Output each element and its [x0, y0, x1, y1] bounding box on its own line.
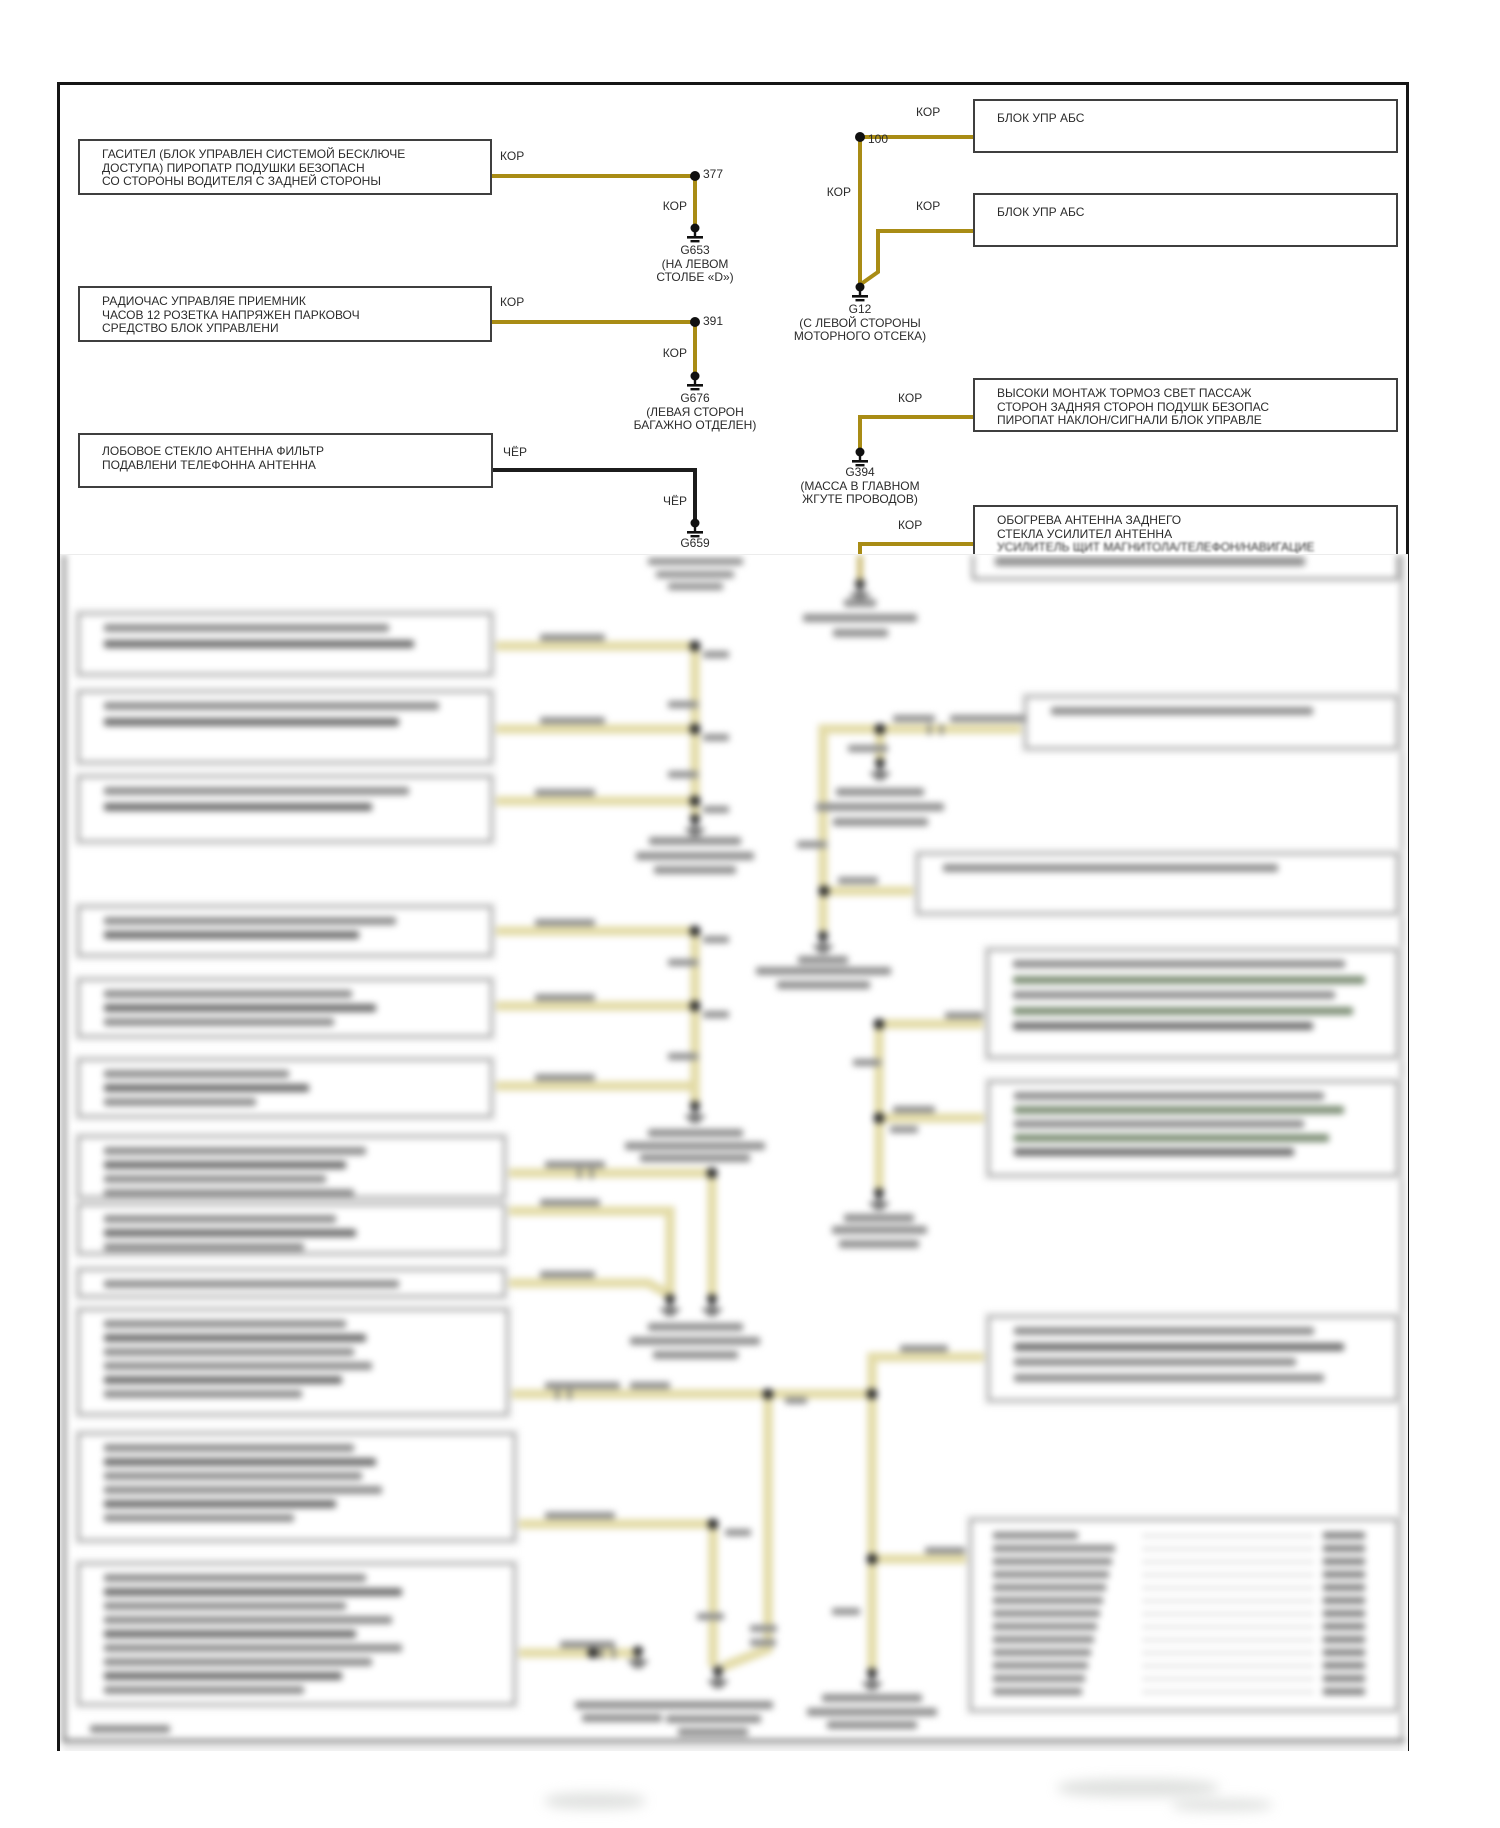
blurred-ground-label: [756, 967, 891, 975]
component-box-line: СО СТОРОНЫ ВОДИТЕЛЯ С ЗАДНЕЙ СТОРОНЫ: [102, 174, 381, 188]
blurred-wire-label: [668, 1053, 698, 1060]
blurred-box-text: [1014, 1148, 1294, 1156]
ground-label-line: БАГАЖНО ОТДЕЛЕН): [633, 418, 757, 432]
component-box-line: БЛОК УПР АБС: [997, 111, 1085, 125]
blurred-box-text: [104, 1444, 354, 1452]
component-box-line: ГАСИТЕЛ (БЛОК УПРАВЛЕН СИСТЕМОЙ БЕСКЛЮЧЕ: [102, 147, 406, 161]
component-box-abs-control-unit-2: [973, 193, 1398, 247]
blurred-box-text: [104, 1390, 302, 1398]
wire-label-кор: КОР: [500, 149, 525, 163]
blurred-wire-label: [697, 1613, 724, 1620]
blurred-table-row: [993, 1648, 1373, 1658]
blurred-wire-label: [925, 1547, 965, 1554]
ground-symbol: [814, 931, 832, 953]
blurred-box-text: [104, 931, 359, 939]
wire-label-377: 377: [703, 167, 724, 181]
blurred-ground-label: [807, 1708, 937, 1716]
blurred-ground-label: [803, 614, 917, 622]
wire-label-кор: КОР: [916, 105, 941, 119]
ground-label-line: (НА ЛЕВОМ: [661, 256, 729, 271]
blurred-box-text: [104, 1098, 256, 1106]
blurred-box-text: [104, 718, 399, 726]
blurred-box-text: [104, 1514, 294, 1522]
ground-symbol: [852, 448, 868, 467]
wire-g-defogger-brown: [860, 544, 973, 554]
blurred-box-text: [104, 1070, 289, 1078]
blurred-wire-label: [950, 715, 1025, 722]
ground-label-line: G653: [680, 243, 710, 257]
component-box-line: СРЕДСТВО БЛОК УПРАВЛЕНИ: [102, 321, 279, 335]
blurred-wire-label: [668, 959, 698, 966]
blurred-table-row: [993, 1674, 1373, 1684]
blurred-wire-label: [535, 1074, 595, 1081]
blurred-box-text: [104, 803, 372, 811]
wire-label-кор: КОР: [662, 346, 687, 360]
blurred-box-text: [104, 1147, 366, 1155]
blurred-box-text: [104, 990, 352, 998]
blurred-wire-label: [535, 919, 595, 926]
blurred-wire-label: [832, 1608, 860, 1615]
ground-label-g653: [575, 244, 815, 285]
ground-label-g394: [740, 466, 980, 507]
blurred-box-text: [1014, 1374, 1324, 1382]
ground-label-line: МОТОРНОГО ОТСЕКА): [793, 329, 927, 343]
component-box-line: УСИЛИТЕЛЬ ЩИТ МАГНИТОЛА/ТЕЛЕФОН/НАВИГАЦИЕ: [997, 540, 1315, 554]
blurred-box-text: [104, 1334, 366, 1342]
blurred-box-text: [104, 787, 409, 795]
blurred-connector-ticks: [578, 1168, 594, 1179]
blurred-box-text: [1014, 1092, 1324, 1100]
blurred-ground-label: [833, 629, 888, 637]
blurred-ground-label: [666, 1715, 761, 1723]
blurred-box-text: [1051, 707, 1313, 715]
blurred-wire-label: [797, 841, 827, 848]
blurred-wire-label: [703, 734, 729, 741]
ground-label-line: G12: [848, 302, 872, 316]
blurred-ground-label: [648, 1323, 743, 1331]
blurred-ground-label: [653, 1351, 738, 1359]
blurred-g659-label: [648, 558, 743, 565]
blurred-box-text: [104, 1175, 326, 1183]
component-box-line: ПИРОПАТ НАКЛОН/СИГНАЛИ БЛОК УПРАВЛЕ: [997, 413, 1262, 427]
component-box-line: БЛОК УПР АБС: [997, 205, 1085, 219]
blurred-component-box: [1025, 696, 1398, 749]
blurred-box-text: [104, 1189, 354, 1197]
blurred-table-row: [993, 1557, 1373, 1567]
blurred-box-text: [104, 1018, 334, 1026]
blurred-box-text: [104, 1348, 354, 1356]
blurred-table-row: [993, 1622, 1373, 1632]
blurred-wire-label: [535, 789, 595, 796]
scan-smudge: [1058, 1779, 1218, 1797]
ground-symbol: [871, 758, 889, 780]
blurred-box-text: [104, 1320, 346, 1328]
component-box-high-mount-brake-light-module: [973, 378, 1398, 432]
wire-label-кор: КОР: [662, 199, 687, 213]
wire-label-100: 100: [868, 132, 889, 146]
blurred-box-text: [104, 1658, 372, 1666]
wire-g394-brown: [860, 417, 973, 449]
blurred-box-text: [104, 1616, 392, 1624]
blurred-wire-label: [535, 994, 595, 1001]
wire-label-кор: КОР: [898, 518, 923, 532]
blurred-wire-label: [540, 634, 605, 641]
blurred-table-row: [993, 1635, 1373, 1645]
blurred-box-text: [104, 1084, 309, 1092]
blurred-ground-label: [832, 1226, 927, 1234]
ground-label-line: (ЛЕВАЯ СТОРОН: [646, 404, 744, 419]
ground-label-g12: [740, 303, 980, 344]
component-box-radio-clock-module: [78, 286, 492, 342]
blurred-box-text: [1013, 991, 1335, 999]
blurred-ground-label: [625, 1142, 765, 1150]
blurred-box-text: [104, 624, 389, 632]
blurred-box-text: [995, 557, 1305, 566]
blurred-table-row: [993, 1531, 1373, 1541]
blurred-lower-scan-section: [60, 554, 1408, 1751]
ground-label-line: СТОЛБЕ «D»): [656, 270, 734, 284]
wire-label-кор: КОР: [898, 391, 923, 405]
blurred-wire-label: [545, 1512, 615, 1519]
blurred-wire-label: [785, 1397, 807, 1404]
component-box-line: ДОСТУПА) ПИРОПАТР ПОДУШКИ БЕЗОПАСН: [102, 160, 365, 175]
blurred-box-text: [104, 1376, 342, 1384]
blurred-ground-label: [640, 1154, 750, 1162]
blurred-box-text: [104, 1362, 372, 1370]
blurred-table-row: [993, 1609, 1373, 1619]
blurred-ground-label: [777, 981, 870, 989]
blurred-box-text: [104, 1229, 356, 1237]
blurred-box-text: [1014, 1327, 1314, 1335]
blurred-wire-label: [630, 1382, 670, 1389]
blurred-wire-label: [545, 1161, 605, 1168]
blurred-component-box: [917, 853, 1398, 914]
wire-abs2-brown: [861, 231, 973, 284]
blurred-box-text: [104, 1672, 342, 1680]
component-box-line: РАДИОЧАС УПРАВЛЯЕ ПРИЕМНИК: [102, 294, 306, 308]
component-box-line: СТЕКЛА УСИЛИТЕЛ АНТЕННА: [997, 526, 1173, 541]
blurred-box-text: [104, 1686, 304, 1694]
blurred-box-text: [1014, 1134, 1329, 1142]
blurred-box-text: [104, 1602, 346, 1610]
ground-symbol: [703, 1294, 721, 1316]
blurred-box-text: [104, 1280, 399, 1288]
ground-label-line: G676: [680, 391, 710, 405]
blurred-box-text: [104, 1500, 336, 1508]
blurred-ground-label: [844, 1214, 914, 1222]
blurred-box-text: [943, 864, 1278, 872]
wire-label-кор: КОР: [916, 199, 941, 213]
blurred-ground-label: [822, 1694, 922, 1702]
blurred-box-text: [1014, 1358, 1296, 1366]
blurred-box-text: [1013, 1007, 1353, 1015]
ground-label-line: ЖГУТЕ ПРОВОДОВ): [802, 492, 918, 506]
blurred-box-text: [104, 917, 396, 925]
ground-symbol: [686, 814, 704, 836]
blurred-wire-label: [668, 701, 698, 708]
blurred-ground-label: [653, 1701, 773, 1709]
ground-symbol: [687, 372, 703, 391]
ground-symbol: [852, 283, 868, 302]
blurred-table-row: [993, 1583, 1373, 1593]
blurred-box-text: [104, 1630, 356, 1638]
blurred-wire-label: [560, 1641, 615, 1648]
blurred-box-text: [1013, 1022, 1313, 1030]
component-box-driver-airbag-module: [78, 139, 492, 195]
blurred-ground-label: [844, 599, 876, 607]
blurred-box-text: [104, 1161, 346, 1169]
ground-label-g676: [575, 392, 815, 433]
blurred-table-row: [993, 1570, 1373, 1580]
blurred-wire-label: [900, 1345, 948, 1352]
ground-label-line: G394: [845, 465, 875, 479]
blurred-box-text: [1014, 1120, 1304, 1128]
blurred-ground-label: [816, 803, 944, 811]
blurred-ground-label: [636, 852, 754, 860]
scan-smudge: [545, 1793, 645, 1809]
blurred-wire-label: [838, 877, 878, 884]
blurred-box-text: [1014, 1106, 1344, 1114]
blurred-box-text: [104, 1472, 362, 1480]
scan-smudge: [1172, 1799, 1272, 1811]
component-box-line: ОБОГРЕВА АНТЕННА ЗАДНЕГО: [997, 513, 1182, 527]
component-box-line: ЧАСОВ 12 РОЗЕТКА НАПРЯЖЕН ПАРКОВОЧ: [102, 307, 360, 322]
blurred-table-row: [993, 1596, 1373, 1606]
blurred-box-text: [1013, 960, 1345, 968]
blurred-box-text: [104, 1215, 336, 1223]
component-box-line: СТОРОН ЗАДНЯЯ СТОРОН ПОДУШК БЕЗОПАС: [997, 399, 1270, 414]
blurred-wire-label: [945, 1012, 983, 1019]
blurred-ground-label: [648, 1129, 743, 1137]
blurred-wire-label: [725, 1529, 751, 1536]
component-box-line: ПОДАВЛЕНИ ТЕЛЕФОННА АНТЕННА: [102, 457, 316, 472]
ground-symbol: [687, 519, 703, 538]
blurred-box-text: [104, 702, 439, 710]
blurred-ground-label: [582, 1714, 662, 1722]
blurred-box-text: [104, 1458, 376, 1466]
blurred-wire-label: [848, 745, 888, 752]
blurred-wire-label: [890, 1126, 918, 1133]
blurred-ground-label: [827, 1721, 917, 1729]
blurred-wire-label: [703, 936, 729, 943]
blurred-wire-label: [750, 1625, 777, 1632]
wire-label-чёр: ЧЁР: [662, 494, 687, 508]
blurred-wire-label: [540, 1271, 595, 1278]
blurred-g659-label: [668, 583, 723, 590]
ground-symbol: [686, 1101, 704, 1123]
blurred-box-text: [104, 1486, 382, 1494]
blurred-wire-label: [893, 715, 935, 722]
wire-label-чёр: ЧЁР: [503, 445, 528, 459]
wire-label-391: 391: [703, 314, 724, 328]
ground-label-line: (МАССА В ГЛАВНОМ: [800, 478, 920, 493]
blurred-g659-label: [656, 571, 734, 578]
blurred-wire-label: [540, 1199, 600, 1206]
blurred-box-text: [104, 1574, 366, 1582]
blurred-wire-label: [668, 771, 698, 778]
blurred-wire-label: [750, 1639, 776, 1646]
blurred-box-text: [104, 640, 414, 648]
blurred-wire-label: [703, 651, 729, 658]
blurred-table-row: [993, 1687, 1373, 1697]
component-box-line: ВЫСОКИ МОНТАЖ ТОРМОЗ СВЕТ ПАССАЖ: [997, 386, 1252, 400]
component-box-windshield-antenna-filter-module: [78, 433, 493, 488]
blurred-wire-label: [853, 1059, 881, 1066]
blurred-ground-label: [839, 1240, 919, 1248]
blurred-wire-label: [893, 1106, 935, 1113]
blurred-ground-label: [836, 788, 924, 796]
ground-symbol: [863, 1668, 881, 1690]
blurred-ground-label: [678, 1728, 748, 1736]
blurred-wire-label: [703, 1011, 729, 1018]
wire-label-кор: КОР: [500, 295, 525, 309]
blurred-table-row: [993, 1544, 1373, 1554]
blurred-footer-note: [90, 1725, 170, 1733]
blurred-table-row: [993, 1661, 1373, 1671]
ground-symbol: [870, 1188, 888, 1210]
component-box-line: ЛОБОВОЕ СТЕКЛО АНТЕННА ФИЛЬТР: [102, 444, 324, 458]
ground-symbol: [661, 1294, 679, 1316]
ground-symbol: [687, 224, 703, 243]
blurred-ground-label: [649, 837, 741, 845]
component-box-abs-control-unit-1: [973, 99, 1398, 153]
ground-label-g659: [575, 537, 815, 551]
blurred-ground-label: [798, 956, 848, 964]
blurred-box-text: [104, 1644, 402, 1652]
blurred-box-text: [104, 1004, 376, 1012]
blurred-box-text: [1014, 1343, 1344, 1351]
blurred-diagram-content: [60, 554, 1408, 1751]
blurred-box-text: [1013, 976, 1365, 984]
ground-label-line: G659: [680, 536, 710, 550]
ground-symbol: [851, 579, 869, 601]
wire-label-кор: КОР: [826, 185, 851, 199]
blurred-ground-label: [833, 818, 928, 826]
ground-label-line: (С ЛЕВОЙ СТОРОНЫ: [799, 315, 921, 330]
blurred-wire-label: [703, 806, 729, 813]
blurred-wire-label: [540, 717, 605, 724]
blurred-box-text: [104, 1588, 402, 1596]
blurred-ground-label: [654, 866, 736, 874]
blurred-connector-ticks: [928, 724, 944, 735]
blurred-connector-ticks: [556, 1389, 572, 1400]
blurred-connector-ticks: [600, 1648, 616, 1659]
blurred-box-text: [104, 1243, 304, 1251]
blurred-wire-label: [545, 1382, 620, 1389]
blurred-ground-label: [630, 1337, 760, 1345]
